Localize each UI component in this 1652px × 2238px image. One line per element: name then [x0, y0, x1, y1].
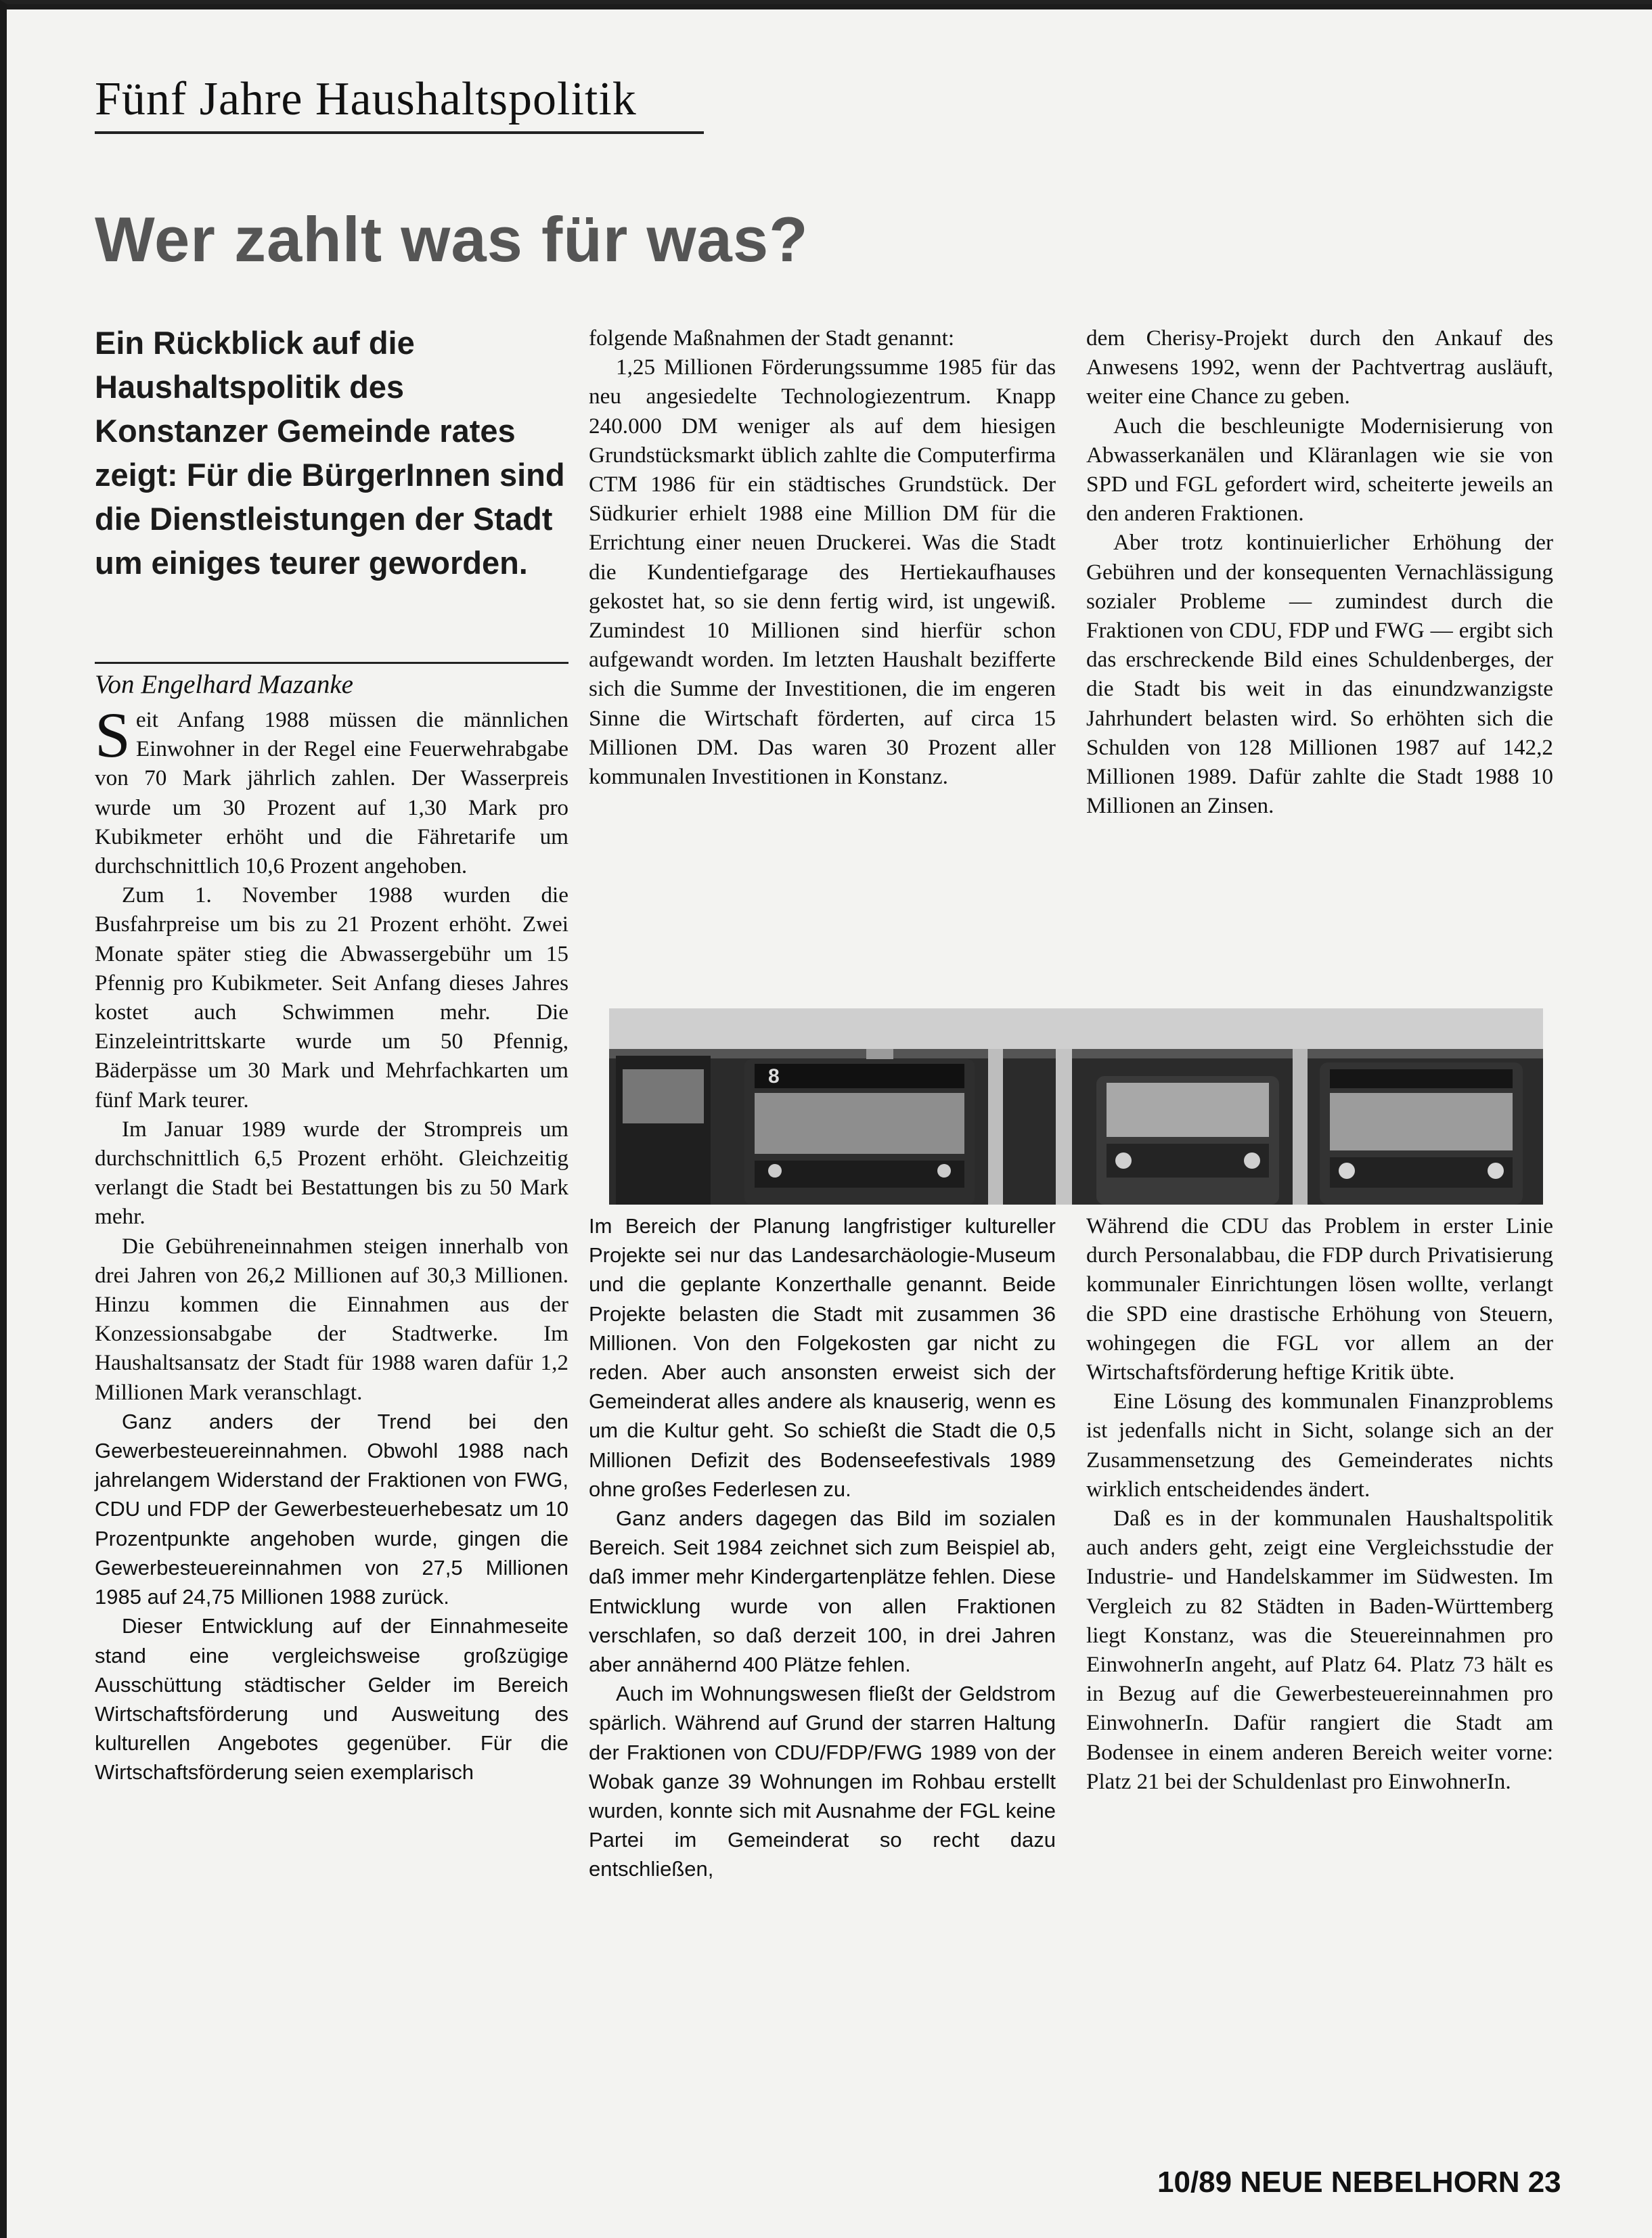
paragraph: Aber trotz kontinuierlicher Erhöhung der Gebühren und der konsequenten Vernachlässigung sozialer Probleme — zumindest durch die Fraktionen von CDU, FDP und FWG — ergibt sich das erschreckende Bild eines Schuldenberges, der die Stadt bis weit in das einundzwanzigste Jahrhundert belasten wird. So erhöhten sich die Schulden von 128 Millionen 1987 auf 142,2 Millionen 1989. Dafür zahlte die Stadt 1988 10 Millionen an Zinsen. [1086, 530, 1553, 819]
paragraph: Daß es in der kommunalen Haushaltspolitik auch anders geht, zeigt eine Vergleichsstudie der Industrie- und Handelskammer im Südwesten. Im Vergleich zu 82 Städten in Baden-Württemberg liegt Konstanz, was die Steuereinnahmen pro EinwohnerIn angeht, auf Platz 64. Platz 73 hält es in Bezug auf die Gewerbesteuereinnahmen pro EinwohnerIn. Dafür rangiert die Stadt am Bodensee in einem anderen Bereich weiter vorne: Platz 21 bei der Schuldenlast pro EinwohnerIn. [1086, 1506, 1553, 1794]
column-3-top [1086, 323, 1553, 820]
paragraph: Ganz anders dagegen das Bild im sozialen Bereich. Seit 1984 zeichnet sich zum Beispiel ab, daß immer mehr Kindergartenplätze fehlen. Diese Entwicklung wurde von allen Fraktionen verschlafen, so daß derzeit 100, in drei Jahren aber annähernd 400 Plätze fehlen. [589, 1506, 1056, 1677]
paragraph-text: eit Anfang 1988 müssen die männlichen Einwohner in der Regel eine Feuerwehrabgabe von 70 Mark jährlich zahlen. Der Wasserpreis wurde um 30 Prozent auf 1,30 Mark pro Kubikmeter erhöht und die Fähretarife um durchschnittlich 10,6 Prozent angehoben. [95, 707, 568, 879]
paragraph: 1,25 Millionen Förderungssumme 1985 für das neu angesiedelte Technologiezentrum. Knapp 240.000 DM weniger als auf dem hiesigen Grundstücksmarkt üblich zahlte die Computerfirma CTM 1986 für ein städtisches Grundstück. Der Südkurier erhielt 1988 eine Million DM für die Errichtung einer neuen Druckerei. Was die Stadt die Kundentiefgarage des Hertiekaufhauses gekostet hat, so sie denn fertig wird, ist ungewiß. Zumindest 10 Millionen sind hierfür schon aufgewandt worden. Im letzten Haushalt bezifferte sich die Summe der Investitionen, die im engeren Sinne die Wirtschaft förderten, auf circa 15 Millionen DM. Das waren 30 Prozent aller kommunalen Investitionen in Konstanz. [589, 355, 1056, 790]
column-2-top [589, 323, 1056, 791]
column-3-bottom [1086, 1211, 1553, 1796]
paragraph: dem Cherisy-Projekt durch den Ankauf des Anwesens 1992, wenn der Pachtvertrag ausläuft, weiter eine Chance zu geben. [1086, 326, 1553, 409]
paragraph: Dieser Entwicklung auf der Einnahmeseite stand eine vergleichsweise großzügige Ausschüttung städtischer Gelder im Bereich Wirtschaftsförderung und Ausweitung des kulturellen Angebotes gegenüber. Für die Wirtschaftsförderung seien exemplarisch [95, 1614, 568, 1785]
article-byline: Von Engelhard Mazanke [95, 662, 568, 703]
bus-depot-illustration [609, 1008, 1543, 1205]
bus-depot-photo [609, 1008, 1543, 1205]
drop-cap: S [95, 699, 131, 771]
column-2-bottom [589, 1211, 1056, 1884]
paragraph: Während die CDU das Problem in erster Linie durch Personalabbau, die FDP durch Privatisierung kommunaler Einrichtungen lösen wollte, verlangt die SPD eine drastische Erhöhung von Steuern, wohingegen die FGL vor allem an der Wirtschaftsförderung heftige Kritik übte. [1086, 1213, 1553, 1385]
article-headline: Wer zahlt was für was? [95, 204, 809, 275]
paragraph: Im Bereich der Planung langfristiger kultureller Projekte sei nur das Landesarchäologie-Museum und die geplante Konzerthalle genannt. Beide Projekte belasten die Stadt mit zusammen 36 Millionen. Von den Folgekosten gar nicht zu reden. Aber auch ansonsten erweist sich der Gemeinderat alles andere als knauserig, wenn es um die Kultur geht. So schießt die Stadt die 0,5 Millionen Defizit des Bodenseefestivals 1989 ohne großes Federlesen zu. [589, 1214, 1056, 1501]
section-title: Fünf Jahre Haushaltspolitik [95, 76, 704, 134]
article-lead: Ein Rückblick auf die Haushaltspolitik des Konstanzer Gemeinde rates zeigt: Für die BürgerInnen sind die Dienstleistungen der Stadt um einiges teurer geworden. [95, 325, 565, 581]
column-1 [95, 699, 568, 1787]
paragraph [95, 699, 568, 880]
page-footer: 10/89 NEUE NEBELHORN 23 [1157, 2166, 1561, 2199]
bus-route-number: 8 [768, 1065, 780, 1088]
paragraph: Auch im Wohnungswesen fließt der Geldstrom spärlich. Während auf Grund der starren Haltung der Fraktionen von CDU/FDP/FWG 1989 von der Wobak ganze 39 Wohnungen im Rohbau erstellt wurden, konnte sich mit Ausnahme der FGL keine Partei im Gemeinderat so recht dazu entschließen, [589, 1682, 1056, 1881]
paragraph: Im Januar 1989 wurde der Strompreis um durchschnittlich 6,5 Prozent erhöht. Gleichzeitig verlangt die Stadt bei Bestattungen bis zu 50 Mark mehr. [95, 1116, 568, 1230]
paragraph: Die Gebühreneinnahmen steigen innerhalb von drei Jahren von 26,2 Millionen auf 30,3 Millionen. Hinzu kommen die Einnahmen aus der Konzessionsabgabe der Stadtwerke. Im Haushaltsansatz der Stadt für 1988 waren dafür 1,2 Millionen Mark veranschlagt. [95, 1233, 568, 1405]
paragraph: Eine Lösung des kommunalen Finanzproblems ist jedenfalls nicht in Sicht, solange sich an der Zusammensetzung des Gemeinderates nichts wirklich entscheidendes ändert. [1086, 1389, 1553, 1502]
paragraph: folgende Maßnahmen der Stadt genannt: [589, 326, 955, 351]
paragraph: Ganz anders der Trend bei den Gewerbesteuereinnahmen. Obwohl 1988 nach jahrelangem Widerstand der Fraktionen von FWG, CDU und FDP der Gewerbesteuerhebesatz um 10 Prozentpunkte angehoben wurde, gingen die Gewerbesteuereinnahmen von 27,5 Millionen 1985 auf 24,75 Millionen 1988 zurück. [95, 1409, 568, 1609]
paragraph: Auch die beschleunigte Modernisierung von Abwasserkanälen und Kläranlagen wie sie von SPD und FGL gefordert wird, scheiterte jeweils an den anderen Fraktionen. [1086, 413, 1553, 527]
paragraph: Zum 1. November 1988 wurden die Busfahrpreise um bis zu 21 Prozent erhöht. Zwei Monate später stieg die Abwassergebühr um 15 Pfennig pro Kubikmeter. Seit Anfang dieses Jahres kostet auch Schwimmen mehr. Die Einzeleintrittskarte wurde um 50 Pfennig, Bäderpässe um 30 Mark und Mehrfachkarten um fünf Mark teurer. [95, 882, 568, 1113]
